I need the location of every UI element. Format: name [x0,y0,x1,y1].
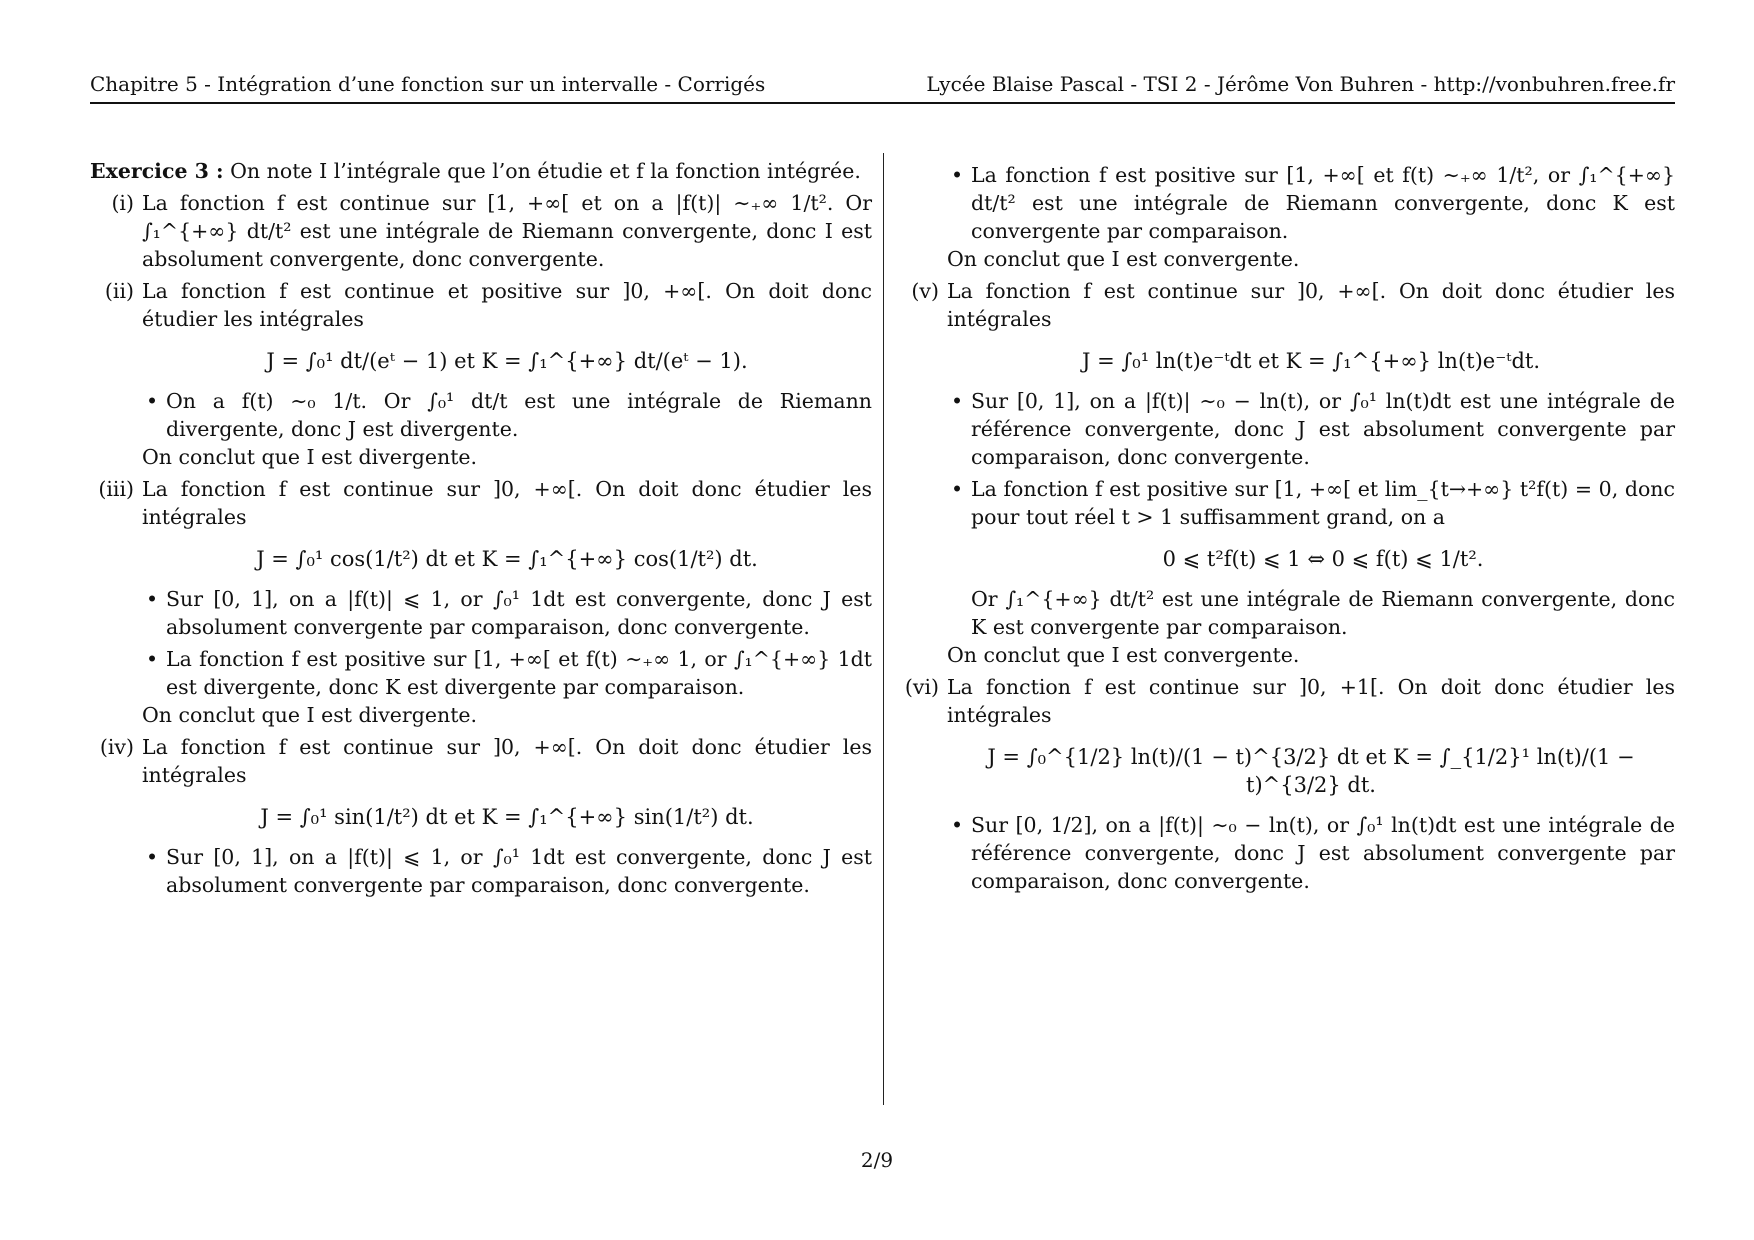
equation: J = ∫₀¹ sin(1/t²) dt et K = ∫₁^{+∞} sin(1/t²) dt. [260,805,754,829]
exercise-title: Exercice 3 : [90,159,224,183]
bullet-text: Sur [0, 1], on a |f(t)| ⩽ 1, or ∫₀¹ 1dt est convergente, donc J est absolument convergente par comparaison, donc convergente. [166,587,872,639]
bullet [947,387,1675,471]
bullet-icon: • [951,813,964,837]
bullet [947,475,1675,641]
bullet-icon: • [146,647,159,671]
equation: J = ∫₀¹ dt/(eᵗ − 1) et K = ∫₁^{+∞} dt/(eᵗ − 1). [266,349,748,373]
equation: J = ∫₀¹ cos(1/t²) dt et K = ∫₁^{+∞} cos(1/t²) dt. [256,547,758,571]
bullet [142,645,872,701]
bullet-text: Sur [0, 1/2], on a |f(t)| ∼₀ − ln(t), or ∫₀¹ ln(t)dt est une intégrale de référence convergente, donc J est absolument convergente par comparaison, donc convergente. [971,813,1675,893]
header-author-info: Lycée Blaise Pascal - TSI 2 - Jérôme Von Buhren - http://vonbuhren.free.fr [926,72,1675,96]
part-text: La fonction f est continue sur ]0, +∞[. On doit donc étudier les intégrales [142,477,872,529]
part-iv [90,733,872,899]
bullet [142,585,872,641]
conclusion: On conclut que I est convergente. [947,247,1300,271]
bullet-icon: • [951,163,964,187]
part-number: (vi) [904,675,939,699]
part-number: (v) [911,279,939,303]
equation: J = ∫₀^{1/2} ln(t)/(1 − t)^{3/2} dt et K = ∫_{1/2}¹ ln(t)/(1 − t)^{3/2} dt. [987,745,1635,797]
part-iv-continued [895,161,1675,273]
bullet-text: Sur [0, 1], on a |f(t)| ⩽ 1, or ∫₀¹ 1dt est convergente, donc J est absolument convergente par comparaison, donc convergente. [166,845,872,897]
bullet-icon: • [146,389,159,413]
bullet [142,387,872,443]
part-i [90,189,872,273]
exercise-heading [90,157,872,185]
bullet [947,161,1675,245]
part-text: La fonction f est continue sur [1, +∞[ et on a |f(t)| ∼₊∞ 1/t². Or ∫₁^{+∞} dt/t² est une intégrale de Riemann convergente, donc I est absolument convergente, donc convergente. [142,191,872,271]
part-text: La fonction f est continue sur ]0, +∞[. On doit donc étudier les intégrales [947,279,1675,331]
bullet-icon: • [146,587,159,611]
bullet-text: La fonction f est positive sur [1, +∞[ et lim_{t→+∞} t²f(t) = 0, donc pour tout réel t > 1 suffisamment grand, on a [971,477,1675,529]
bullet-icon: • [951,389,964,413]
part-number: (i) [111,191,134,215]
part-v [895,277,1675,669]
equation: J = ∫₀¹ ln(t)e⁻ᵗdt et K = ∫₁^{+∞} ln(t)e⁻ᵗdt. [1081,349,1541,373]
part-number: (iv) [99,735,134,759]
bullet [947,811,1675,895]
header-chapter-title: Chapitre 5 - Intégration d’une fonction sur un intervalle - Corrigés [90,72,766,96]
bullet [142,843,872,899]
column-divider [883,153,884,1105]
part-text: La fonction f est continue et positive sur ]0, +∞[. On doit donc étudier les intégrales [142,279,872,331]
conclusion: On conclut que I est divergente. [142,445,478,469]
bullet-text: La fonction f est positive sur [1, +∞[ et f(t) ∼₊∞ 1, or ∫₁^{+∞} 1dt est divergente, donc K est divergente par comparaison. [166,647,872,699]
page-number: 2/9 [860,1148,894,1172]
bullet-icon: • [146,845,159,869]
bullet-icon: • [951,477,964,501]
part-vi [895,673,1675,895]
part-number: (ii) [104,279,134,303]
part-ii [90,277,872,471]
conclusion: On conclut que I est convergente. [947,643,1300,667]
conclusion: On conclut que I est divergente. [142,703,478,727]
equation: 0 ⩽ t²f(t) ⩽ 1 ⇔ 0 ⩽ f(t) ⩽ 1/t². [1162,547,1484,571]
part-number: (iii) [98,477,134,501]
bullet-text: La fonction f est positive sur [1, +∞[ et f(t) ∼₊∞ 1/t², or ∫₁^{+∞} dt/t² est une intégrale de Riemann convergente, donc K est convergente par comparaison. [971,163,1675,243]
bullet-text: Sur [0, 1], on a |f(t)| ∼₀ − ln(t), or ∫₀¹ ln(t)dt est une intégrale de référence convergente, donc J est absolument convergente par comparaison, donc convergente. [971,389,1675,469]
right-column [895,157,1675,895]
bullet-text-continued: Or ∫₁^{+∞} dt/t² est une intégrale de Riemann convergente, donc K est convergente par comparaison. [971,587,1675,639]
left-column [90,157,872,899]
part-iii [90,475,872,729]
header-rule [90,102,1675,104]
part-text: La fonction f est continue sur ]0, +1[. On doit donc étudier les intégrales [947,675,1675,727]
exercise-intro: On note I l’intégrale que l’on étudie et f la fonction intégrée. [230,159,861,183]
part-text: La fonction f est continue sur ]0, +∞[. On doit donc étudier les intégrales [142,735,872,787]
bullet-text: On a f(t) ∼₀ 1/t. Or ∫₀¹ dt/t est une intégrale de Riemann divergente, donc J est divergente. [166,389,872,441]
